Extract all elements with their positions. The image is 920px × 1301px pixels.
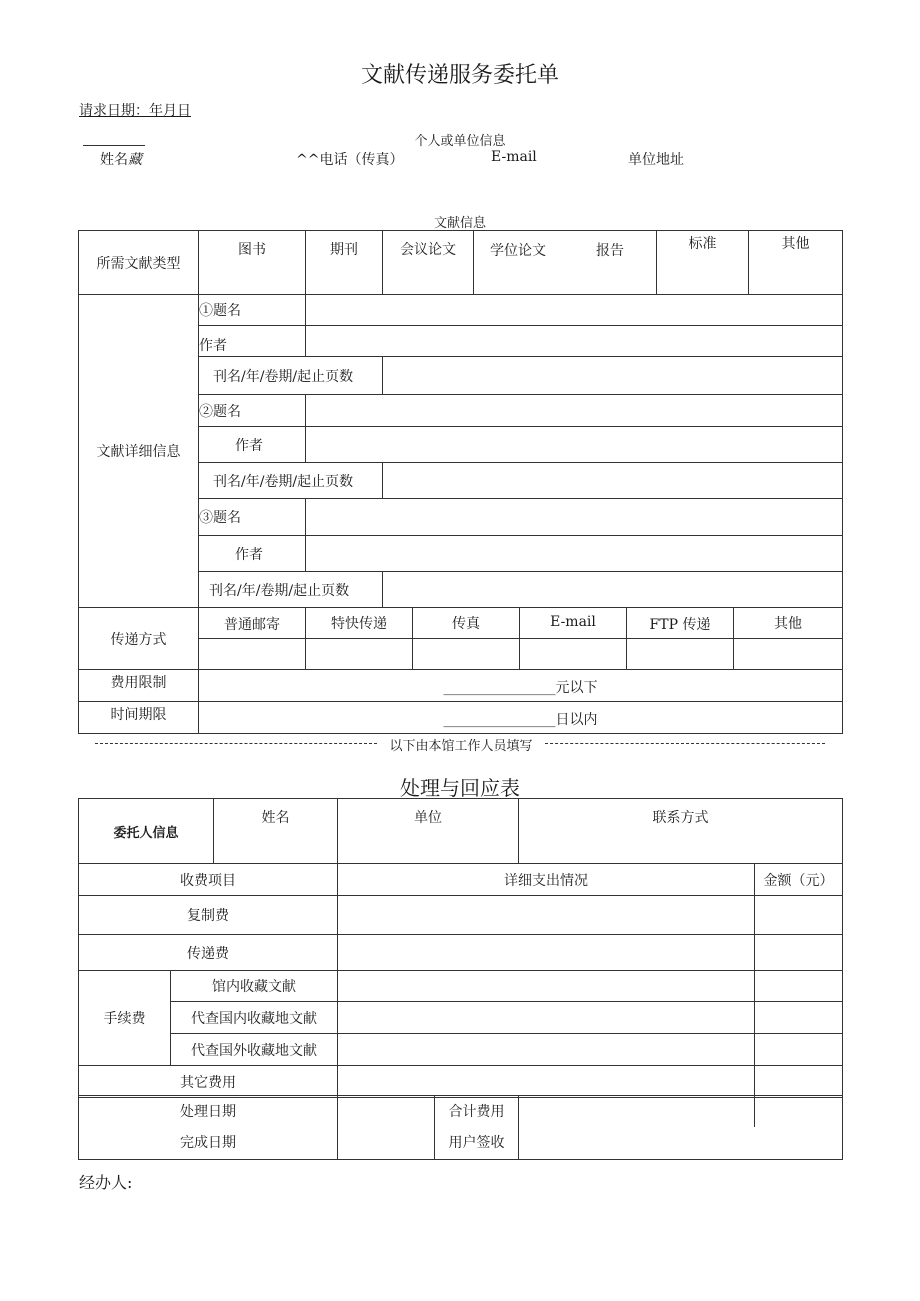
- row-2-title-field[interactable]: [306, 395, 843, 427]
- other-fee-amount[interactable]: [755, 1066, 843, 1098]
- fee-item-header: 收费项目: [79, 864, 338, 896]
- row-2-journal-label: 刊名/年/卷期/起止页数: [199, 463, 383, 499]
- copy-fee-amount[interactable]: [755, 896, 843, 935]
- delivery-email[interactable]: E-mail: [520, 608, 627, 639]
- row-1-journal-field[interactable]: [383, 357, 843, 395]
- complete-date-label: 完成日期: [180, 1134, 236, 1151]
- staff-divider: 以下由本馆工作人员填写: [95, 735, 825, 751]
- total-sign-cell: [435, 1096, 519, 1160]
- row-2-author-field[interactable]: [306, 427, 843, 463]
- other-fee-detail[interactable]: [338, 1066, 755, 1098]
- type-thesis: 学位论文: [490, 243, 546, 259]
- handling-foreign: 代查国外收藏地文献: [171, 1034, 338, 1066]
- delivery-check-3[interactable]: [413, 639, 520, 670]
- row-1-title-field[interactable]: [306, 295, 843, 326]
- delivery-table: [78, 607, 843, 734]
- handling-domestic-amount[interactable]: [755, 1002, 843, 1034]
- detail-header: 详细支出情况: [338, 864, 755, 896]
- delivery-check-5[interactable]: [627, 639, 734, 670]
- delivery-express[interactable]: 特快传递: [306, 608, 413, 639]
- name-mark: 藏: [128, 152, 142, 168]
- cost-limit-label: 费用限制: [79, 670, 199, 702]
- copy-fee-label: 复制费: [79, 896, 338, 935]
- amount-header: 金额（元）: [755, 864, 843, 896]
- client-name[interactable]: 姓名: [214, 799, 338, 864]
- email-label: E-mail: [491, 149, 537, 165]
- total-sign-field[interactable]: [519, 1096, 843, 1160]
- row-3-author-field[interactable]: [306, 536, 843, 572]
- handler-label: 经办人:: [79, 1173, 133, 1192]
- delivery-regular-mail[interactable]: 普通邮寄: [199, 608, 306, 639]
- delivery-fee-amount[interactable]: [755, 935, 843, 971]
- phone-label: ^^电话（传真）: [296, 152, 404, 168]
- client-unit[interactable]: 单位: [338, 799, 519, 864]
- delivery-check-2[interactable]: [306, 639, 413, 670]
- doc-type-table: [78, 230, 843, 295]
- detail-label: 文献详细信息: [79, 295, 199, 608]
- delivery-label: 传递方式: [79, 608, 199, 670]
- type-journal[interactable]: 期刊: [306, 231, 383, 295]
- handling-domestic-detail[interactable]: [338, 1002, 755, 1034]
- client-info-label: 委托人信息: [79, 799, 214, 864]
- row-1-author-field[interactable]: [306, 326, 843, 357]
- delivery-fee-label: 传递费: [79, 935, 338, 971]
- page-title: 文献传递服务委托单: [360, 63, 559, 88]
- dates-field[interactable]: [338, 1096, 435, 1160]
- other-fee-label: 其它费用: [79, 1066, 338, 1098]
- type-report: 报告: [596, 243, 624, 259]
- row-3-journal-field[interactable]: [383, 572, 843, 608]
- type-standard[interactable]: 标准: [657, 231, 749, 295]
- handling-foreign-amount[interactable]: [755, 1034, 843, 1066]
- row-3-author-label: 作者: [199, 536, 306, 572]
- fee-table: [78, 863, 843, 1098]
- total-label: 合计费用: [448, 1103, 505, 1120]
- handling-fee-label: 手续费: [79, 971, 171, 1066]
- doc-detail-table: [78, 294, 843, 608]
- partial-divider: [754, 1096, 755, 1127]
- delivery-fee-detail[interactable]: [338, 935, 755, 971]
- row-3-title-label: ③题名: [199, 499, 306, 536]
- name-label: 姓名藏: [100, 152, 142, 168]
- row-2-author-label: 作者: [199, 427, 306, 463]
- type-thesis-report[interactable]: [474, 231, 657, 295]
- type-book[interactable]: 图书: [199, 231, 306, 295]
- handling-domestic: 代查国内收藏地文献: [171, 1002, 338, 1034]
- type-conference[interactable]: 会议论文: [383, 231, 474, 295]
- delivery-other[interactable]: 其他: [734, 608, 843, 639]
- row-2-title-label: ②题名: [199, 395, 306, 427]
- personal-section-heading: 个人或单位信息: [414, 134, 506, 149]
- cost-limit-field[interactable]: ________________元以下: [199, 670, 843, 702]
- client-contact[interactable]: 联系方式: [519, 799, 843, 864]
- address-label: 单位地址: [628, 152, 684, 168]
- completion-table: [78, 1095, 843, 1160]
- doc-type-label: 所需文献类型: [79, 231, 199, 295]
- delivery-check-4[interactable]: [520, 639, 627, 670]
- request-date: 请求日期：年月日: [79, 103, 191, 119]
- delivery-fax[interactable]: 传真: [413, 608, 520, 639]
- client-info-table: [78, 798, 843, 864]
- processing-title: 处理与回应表: [400, 776, 520, 800]
- copy-fee-detail[interactable]: [338, 896, 755, 935]
- row-2-journal-field[interactable]: [383, 463, 843, 499]
- delivery-check-1[interactable]: [199, 639, 306, 670]
- handling-foreign-detail[interactable]: [338, 1034, 755, 1066]
- row-1-journal-label: 刊名/年/卷期/起止页数: [199, 357, 383, 395]
- row-1-author-label: 作者: [199, 326, 306, 357]
- handling-in-library-amount[interactable]: [755, 971, 843, 1002]
- row-3-title-field[interactable]: [306, 499, 843, 536]
- row-3-journal-label: 刊名/年/卷期/起止页数: [199, 572, 383, 608]
- delivery-ftp[interactable]: FTP 传递: [627, 608, 734, 639]
- time-limit-field[interactable]: ________________日以内: [199, 702, 843, 734]
- process-date-label: 处理日期: [180, 1103, 236, 1120]
- delivery-check-6[interactable]: [734, 639, 843, 670]
- dates-cell: [79, 1096, 338, 1160]
- handling-in-library: 馆内收藏文献: [171, 971, 338, 1002]
- user-sign-label: 用户签收: [448, 1134, 505, 1151]
- row-1-title-label: ①题名: [199, 295, 306, 326]
- doc-info-heading: 文献信息: [433, 216, 486, 231]
- handling-in-library-detail[interactable]: [338, 971, 755, 1002]
- type-other[interactable]: 其他: [749, 231, 843, 295]
- time-limit-label: 时间期限: [79, 702, 199, 734]
